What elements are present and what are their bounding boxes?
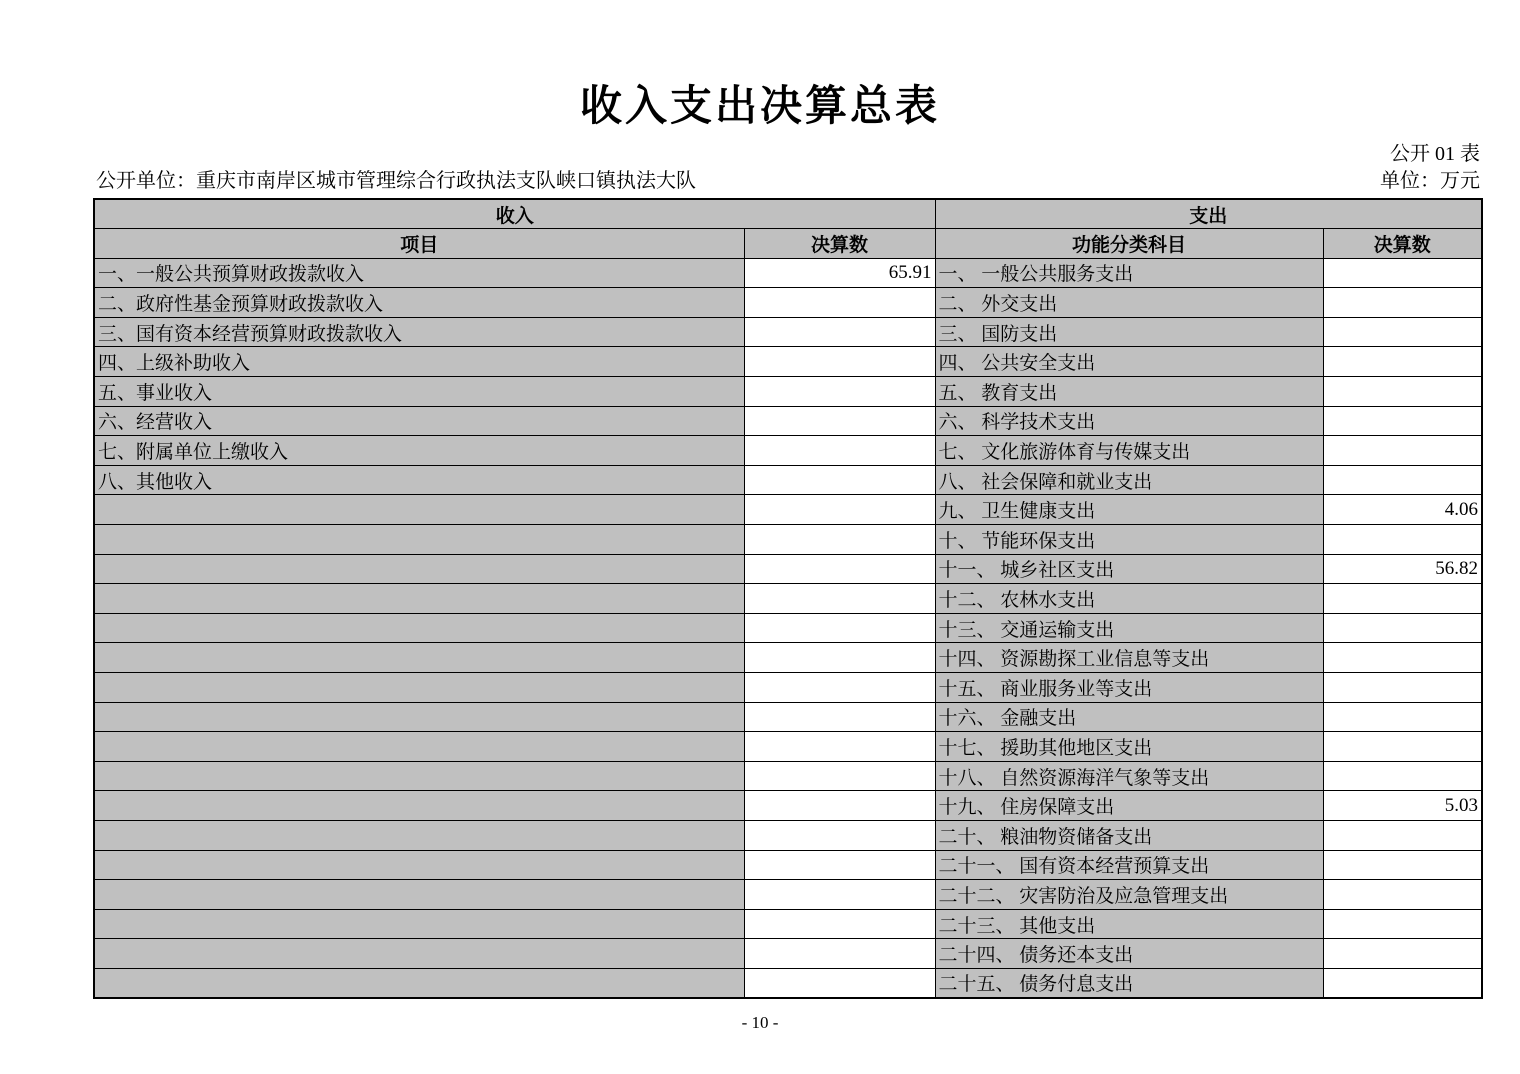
income-value-cell — [744, 673, 935, 703]
expense-value-cell — [1323, 317, 1482, 347]
income-value-cell — [744, 613, 935, 643]
table-row — [94, 791, 1482, 821]
income-item-cell — [94, 702, 744, 732]
table-row — [94, 968, 1482, 998]
table-row — [94, 495, 1482, 525]
expense-item-cell: 十二、 农林水支出 — [935, 584, 1323, 614]
income-value-cell — [744, 495, 935, 525]
table-row — [94, 406, 1482, 436]
income-item-cell — [94, 554, 744, 584]
expense-item-cell: 十七、 援助其他地区支出 — [935, 732, 1323, 762]
income-value-cell — [744, 732, 935, 762]
income-value-cell — [744, 968, 935, 998]
table-row — [94, 732, 1482, 762]
expense-value-cell — [1323, 968, 1482, 998]
expense-item-cell: 二十、 粮油物资储备支出 — [935, 820, 1323, 850]
expense-value-cell — [1323, 909, 1482, 939]
table-row — [94, 377, 1482, 407]
table-row — [94, 554, 1482, 584]
table-row — [94, 702, 1482, 732]
expense-item-cell: 十九、 住房保障支出 — [935, 791, 1323, 821]
expense-value-cell — [1323, 732, 1482, 762]
expense-value-cell — [1323, 820, 1482, 850]
expense-value-cell — [1323, 939, 1482, 969]
income-item-cell — [94, 673, 744, 703]
expense-item-cell: 十八、 自然资源海洋气象等支出 — [935, 761, 1323, 791]
expense-item-cell: 二十三、 其他支出 — [935, 909, 1323, 939]
expense-item-cell: 十三、 交通运输支出 — [935, 613, 1323, 643]
expense-value-cell: 56.82 — [1323, 554, 1482, 584]
expense-value-cell — [1323, 347, 1482, 377]
currency-unit: 单位：万元 — [1380, 170, 1480, 192]
expense-value-cell — [1323, 761, 1482, 791]
expense-value-cell — [1323, 377, 1482, 407]
income-expense-summary-table — [93, 198, 1483, 999]
expense-value-cell — [1323, 673, 1482, 703]
income-value-cell — [744, 643, 935, 673]
expense-item-cell: 一、 一般公共服务支出 — [935, 258, 1323, 288]
expense-value-cell — [1323, 406, 1482, 436]
income-value-cell — [744, 909, 935, 939]
income-item-cell — [94, 968, 744, 998]
income-item-cell: 五、事业收入 — [94, 377, 744, 407]
table-row — [94, 584, 1482, 614]
income-item-cell — [94, 880, 744, 910]
income-value-cell — [744, 554, 935, 584]
income-item-cell: 四、上级补助收入 — [94, 347, 744, 377]
column-header-final-left: 决算数 — [744, 229, 935, 259]
income-item-cell — [94, 643, 744, 673]
income-value-cell — [744, 820, 935, 850]
income-item-cell: 一、一般公共预算财政拨款收入 — [94, 258, 744, 288]
income-item-cell — [94, 791, 744, 821]
expense-item-cell: 二十五、 债务付息支出 — [935, 968, 1323, 998]
table-row — [94, 880, 1482, 910]
expense-value-cell — [1323, 613, 1482, 643]
expense-item-cell: 五、 教育支出 — [935, 377, 1323, 407]
expense-value-cell — [1323, 702, 1482, 732]
income-item-cell: 二、政府性基金预算财政拨款收入 — [94, 288, 744, 318]
expense-item-cell: 十四、 资源勘探工业信息等支出 — [935, 643, 1323, 673]
table-number: 公开 01 表 — [1390, 143, 1480, 165]
income-value-cell — [744, 791, 935, 821]
income-item-cell — [94, 761, 744, 791]
income-item-cell — [94, 613, 744, 643]
income-value-cell: 65.91 — [744, 258, 935, 288]
expense-item-cell: 四、 公共安全支出 — [935, 347, 1323, 377]
income-section-header: 收入 — [94, 199, 935, 229]
expense-value-cell — [1323, 850, 1482, 880]
expense-item-cell: 三、 国防支出 — [935, 317, 1323, 347]
table-row — [94, 643, 1482, 673]
income-value-cell — [744, 939, 935, 969]
expense-value-cell — [1323, 465, 1482, 495]
expense-item-cell: 二十一、 国有资本经营预算支出 — [935, 850, 1323, 880]
expense-item-cell: 十、 节能环保支出 — [935, 525, 1323, 555]
expense-value-cell — [1323, 880, 1482, 910]
income-value-cell — [744, 850, 935, 880]
income-value-cell — [744, 317, 935, 347]
publishing-unit: 公开单位：重庆市南岸区城市管理综合行政执法支队峡口镇执法大队 — [96, 170, 696, 192]
page-title: 收入支出决算总表 — [579, 84, 940, 130]
table-row — [94, 850, 1482, 880]
income-item-cell — [94, 495, 744, 525]
income-item-cell: 七、附属单位上缴收入 — [94, 436, 744, 466]
income-value-cell — [744, 525, 935, 555]
table-row — [94, 673, 1482, 703]
expense-item-cell: 十一、 城乡社区支出 — [935, 554, 1323, 584]
expense-value-cell — [1323, 258, 1482, 288]
expense-value-cell — [1323, 288, 1482, 318]
expense-item-cell: 二十二、 灾害防治及应急管理支出 — [935, 880, 1323, 910]
income-item-cell: 八、其他收入 — [94, 465, 744, 495]
expense-value-cell — [1323, 643, 1482, 673]
income-value-cell — [744, 406, 935, 436]
income-value-cell — [744, 761, 935, 791]
income-item-cell — [94, 584, 744, 614]
table-row — [94, 436, 1482, 466]
expense-item-cell: 九、 卫生健康支出 — [935, 495, 1323, 525]
income-item-cell: 三、国有资本经营预算财政拨款收入 — [94, 317, 744, 347]
section-header-row — [94, 199, 1482, 229]
column-header-final-right: 决算数 — [1323, 229, 1482, 259]
income-item-cell — [94, 850, 744, 880]
page-number: - 10 - — [741, 1013, 779, 1033]
expense-value-cell — [1323, 525, 1482, 555]
income-item-cell: 六、经营收入 — [94, 406, 744, 436]
column-header-row — [94, 229, 1482, 259]
income-value-cell — [744, 702, 935, 732]
table-row — [94, 909, 1482, 939]
table-row — [94, 939, 1482, 969]
income-value-cell — [744, 880, 935, 910]
income-item-cell — [94, 820, 744, 850]
income-value-cell — [744, 584, 935, 614]
expense-value-cell — [1323, 436, 1482, 466]
income-item-cell — [94, 732, 744, 762]
expense-item-cell: 二、 外交支出 — [935, 288, 1323, 318]
table-row — [94, 258, 1482, 288]
table-row — [94, 288, 1482, 318]
income-item-cell — [94, 525, 744, 555]
expense-item-cell: 六、 科学技术支出 — [935, 406, 1323, 436]
expense-item-cell: 十六、 金融支出 — [935, 702, 1323, 732]
table-row — [94, 525, 1482, 555]
table-row — [94, 347, 1482, 377]
expense-item-cell: 八、 社会保障和就业支出 — [935, 465, 1323, 495]
expense-value-cell — [1323, 584, 1482, 614]
table-row — [94, 465, 1482, 495]
income-value-cell — [744, 288, 935, 318]
column-header-item: 项目 — [94, 229, 744, 259]
income-item-cell — [94, 909, 744, 939]
table-row — [94, 820, 1482, 850]
expense-item-cell: 七、 文化旅游体育与传媒支出 — [935, 436, 1323, 466]
income-value-cell — [744, 347, 935, 377]
expense-section-header: 支出 — [935, 199, 1482, 229]
table-row — [94, 613, 1482, 643]
income-value-cell — [744, 377, 935, 407]
income-value-cell — [744, 465, 935, 495]
meta-row — [96, 168, 1480, 194]
income-item-cell — [94, 939, 744, 969]
expense-item-cell: 二十四、 债务还本支出 — [935, 939, 1323, 969]
column-header-subject: 功能分类科目 — [935, 229, 1323, 259]
expense-value-cell: 5.03 — [1323, 791, 1482, 821]
table-row — [94, 761, 1482, 791]
income-value-cell — [744, 436, 935, 466]
expense-value-cell: 4.06 — [1323, 495, 1482, 525]
expense-item-cell: 十五、 商业服务业等支出 — [935, 673, 1323, 703]
table-row — [94, 317, 1482, 347]
